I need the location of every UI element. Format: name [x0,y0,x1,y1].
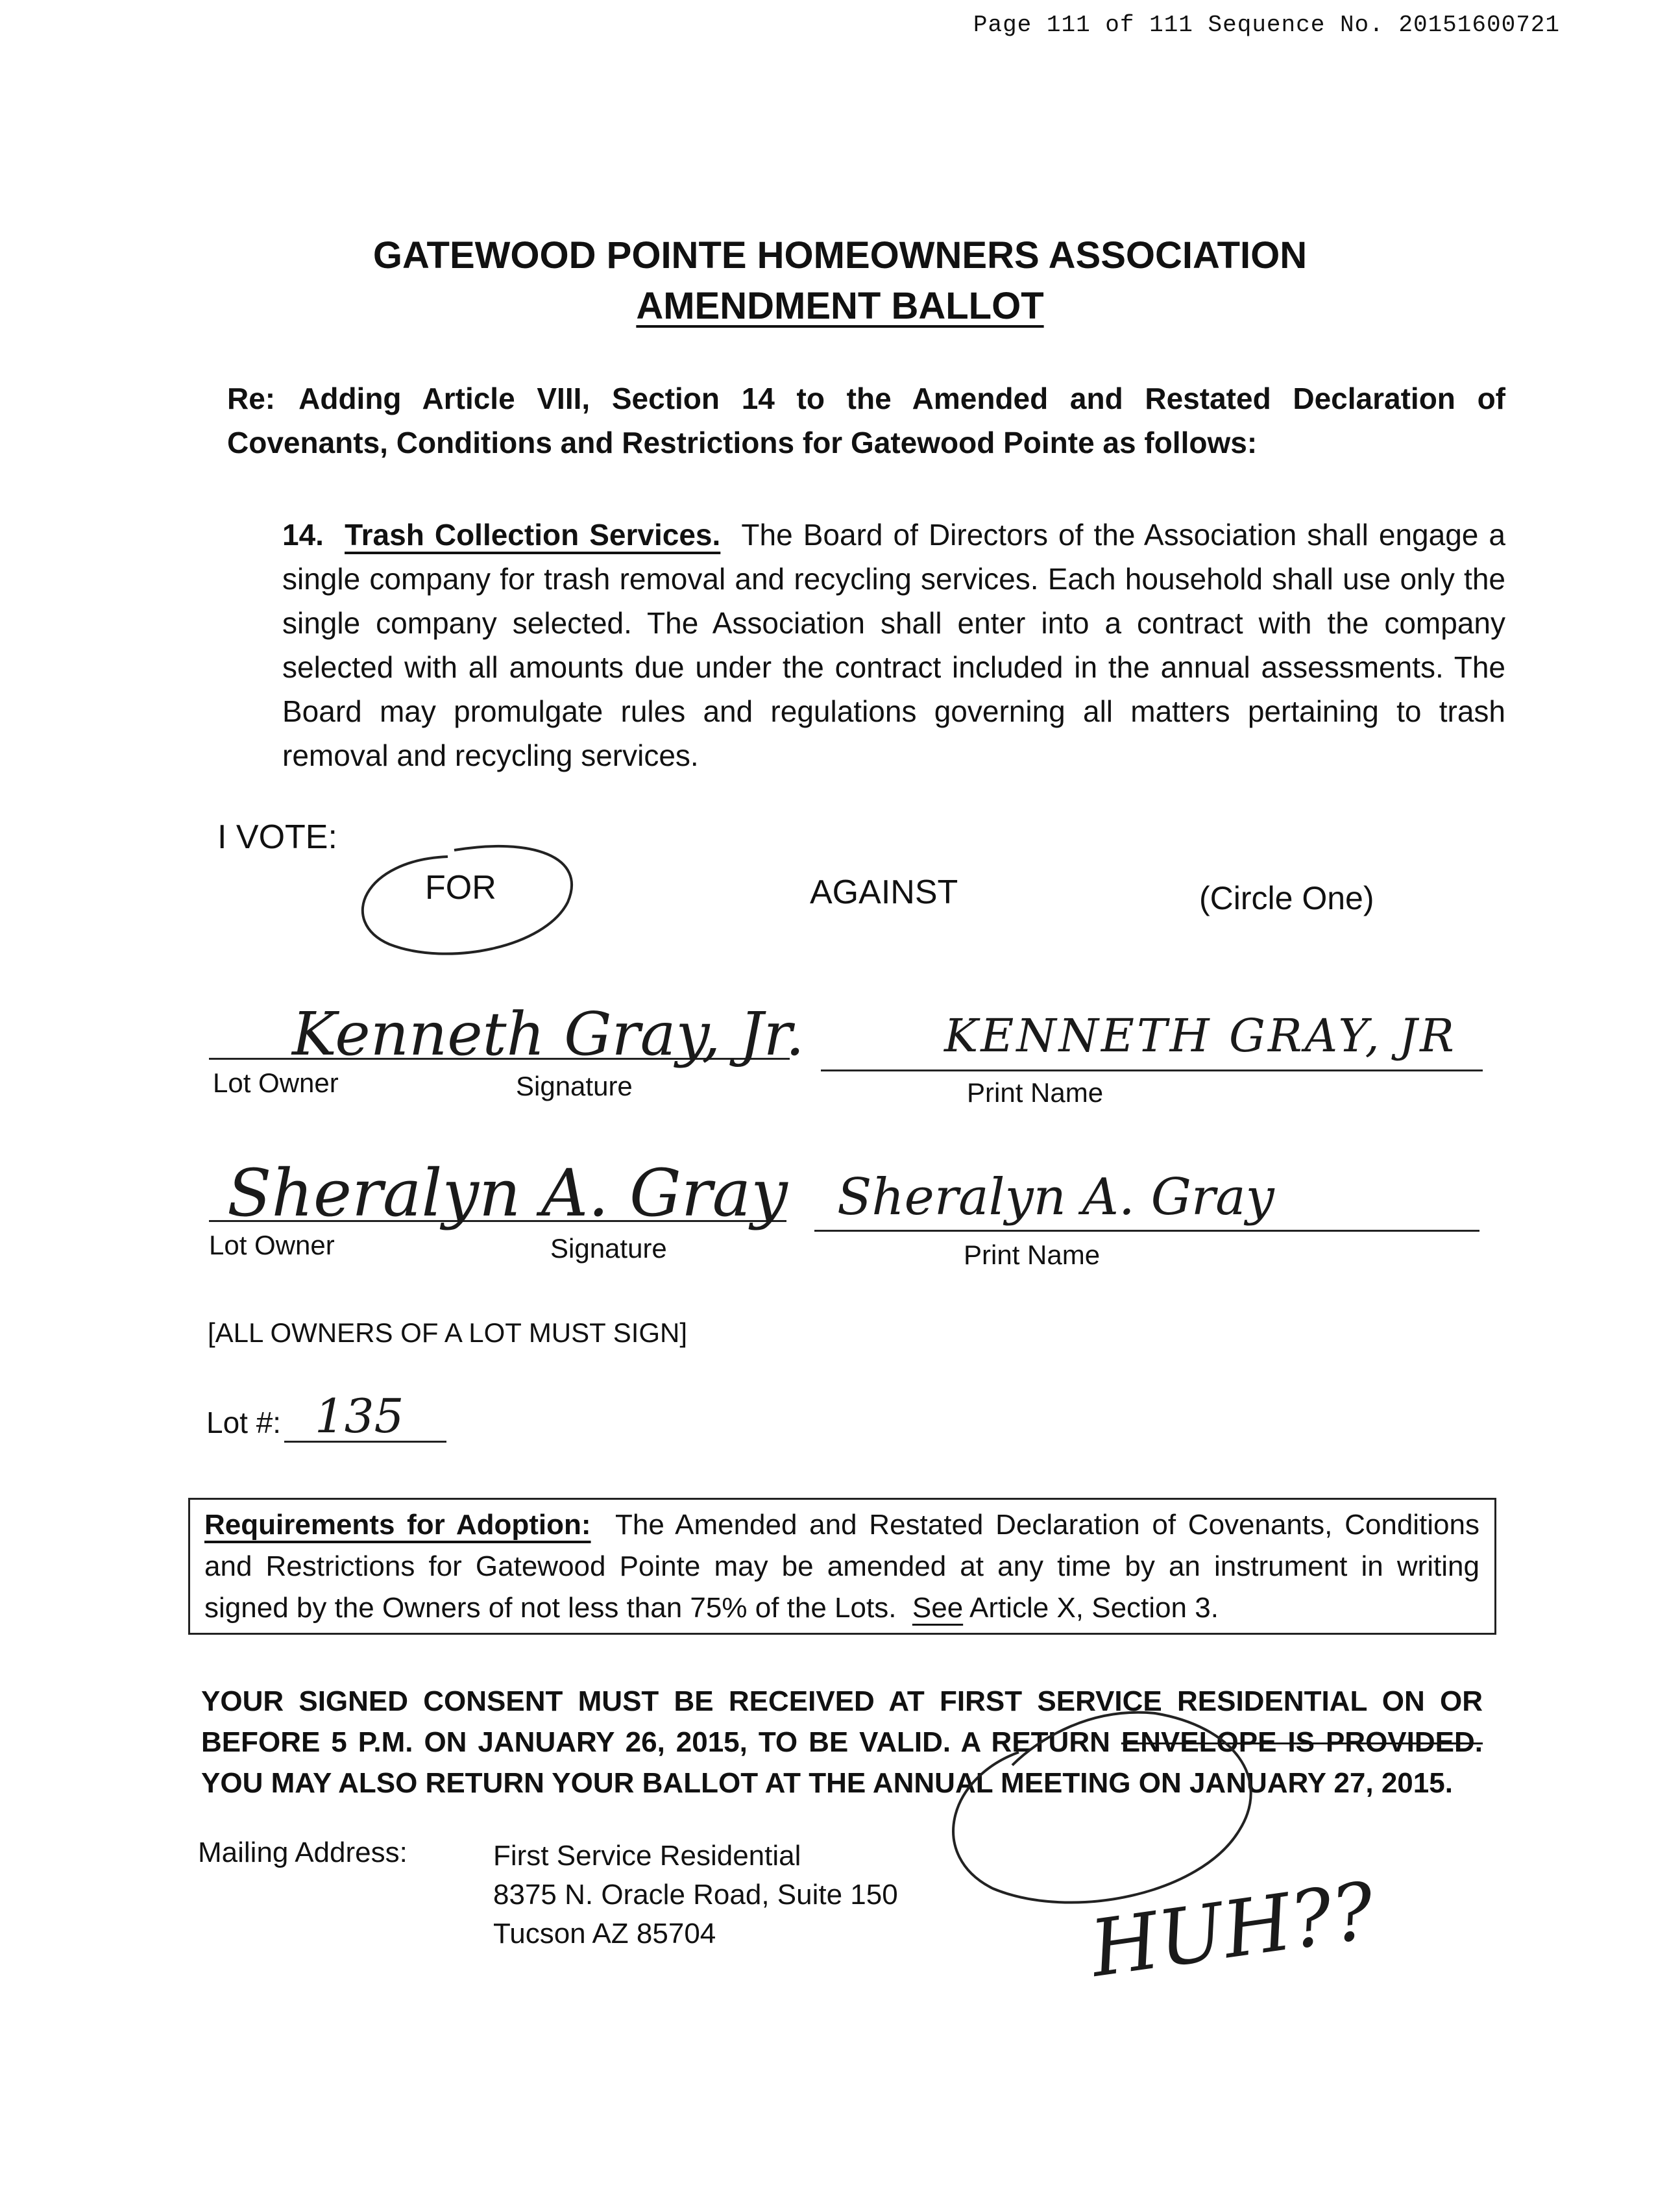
print-name-line-1 [821,1069,1483,1071]
requirements-body: The Amended and Restated Declaration of Covenants, Conditions and Restrictions for Gatewood Pointe may be amended at any time by an instrument in writing signed by the Owners of not less than 75% of the Lots. [204,1509,1480,1624]
handwritten-print-name-2[interactable]: Sheralyn A. Gray [837,1168,1274,1227]
page-sequence-header: Page 111 of 111 Sequence No. 20151600721 [973,12,1560,38]
section-body: The Board of Directors of the Association shall engage a single company for trash removal and recycling services. Each household shall use only the single company selected. The Association shall enter into a contract with the company selected with all amounts due under the contract included in the annual assessments. The Board may promulgate rules and regulations governing all matters pertaining to trash removal and recycling services. [282,518,1506,772]
mailing-address-line2: 8375 N. Oracle Road, Suite 150 [493,1879,898,1911]
lot-number-label: Lot #: [206,1406,282,1439]
vote-label: I VOTE: [217,818,337,856]
association-title: GATEWOOD POINTE HOMEOWNERS ASSOCIATION [372,234,1308,276]
requirements-reference: Article X, Section 3. [969,1592,1219,1624]
re-paragraph [227,376,1505,465]
lot-number-value[interactable]: 135 [315,1389,404,1443]
vote-option-against[interactable]: AGAINST [810,874,958,911]
all-owners-note: [ALL OWNERS OF A LOT MUST SIGN] [208,1317,688,1348]
lot-owner-label-1: Lot Owner [213,1068,339,1098]
vote-option-for[interactable]: FOR [425,869,496,907]
ballot-title-text: AMENDMENT BALLOT [636,285,1044,327]
requirements-heading: Requirements for Adoption: [204,1509,591,1541]
handwritten-signature-2[interactable]: Sheralyn A. Gray [227,1155,788,1231]
section-heading: Trash Collection Services. [345,518,721,552]
lot-owner-label-2: Lot Owner [209,1230,335,1260]
print-name-label-2: Print Name [964,1240,1101,1270]
consent-notice-part1: YOUR SIGNED CONSENT MUST BE RECEIVED AT FIRST SERVICE RESIDENTIAL ON OR BEFORE 5 P.M. ON JANUARY 26, 2015, TO BE VALID. A RETURN [201,1685,1483,1758]
requirements-see: See [912,1592,964,1624]
consent-notice-struck: ENVELOPE IS PROVIDED. [1121,1726,1483,1758]
requirements-text [204,1504,1479,1629]
signature-label-2: Signature [550,1233,667,1264]
section-number: 14. [282,518,324,552]
ballot-title [0,284,1680,328]
mailing-address-line1: First Service Residential [493,1840,801,1872]
handwritten-signature-1[interactable]: Kenneth Gray, Jr. [292,999,805,1069]
circle-one-instruction: (Circle One) [1199,880,1374,916]
handwritten-annotation: HUH?? [1085,1866,1380,1995]
print-name-label-1: Print Name [967,1077,1104,1108]
re-label: Re: [227,382,276,415]
consent-notice [201,1681,1483,1803]
mailing-address-line3: Tucson AZ 85704 [493,1918,716,1949]
signature-label-1: Signature [516,1071,633,1101]
re-text: Adding Article VIII, Section 14 to the Amended and Restated Declaration of Covenants, Conditions and Restrictions for Gatewood Pointe as follows: [227,382,1505,459]
mailing-address-label: Mailing Address: [198,1837,408,1868]
section-14-paragraph [282,513,1505,777]
handwritten-print-name-1[interactable]: KENNETH GRAY, JR [944,1009,1457,1062]
print-name-line-2 [814,1230,1479,1232]
consent-notice-part2: YOU MAY ALSO RETURN YOUR BALLOT AT THE ANNUAL MEETING ON JANUARY 27, 2015. [201,1767,1453,1799]
lot-number-line [284,1441,446,1443]
